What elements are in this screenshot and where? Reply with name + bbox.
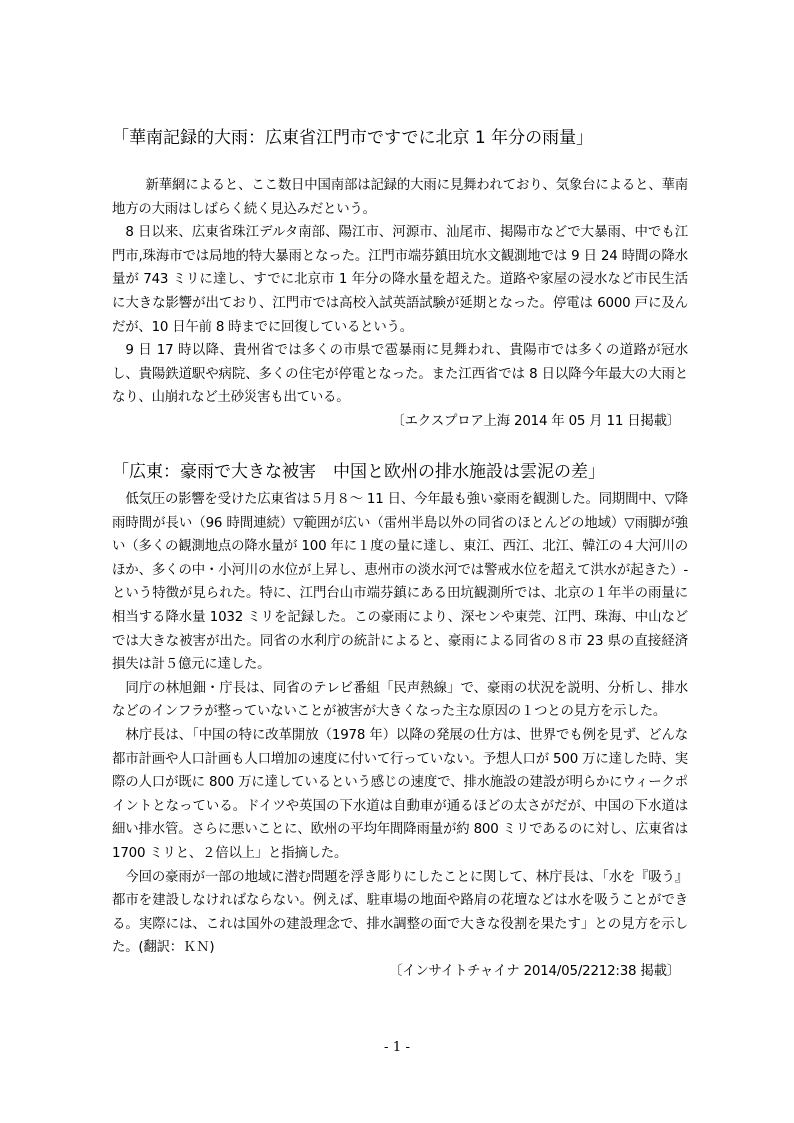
article-title: 「華南記録的大雨：広東省江門市ですでに北京 1 年分の雨量」 (112, 128, 594, 148)
article-source: 〔インサイトチャイナ 2014/05/2212:38 掲載〕 (388, 963, 680, 979)
article-title: 「広東：豪雨で大きな被害 中国と欧州の排水施設は雲泥の差」 (112, 462, 605, 482)
article-paragraph: 8 日以来、広東省珠江デルタ南部、陽江市、河源市、汕尾市、掲陽市などで大暴雨、中でも江門市,珠海市では局地的特大暴雨となった。江門市端芬鎮田坑水文観測地では 9 日 24 時間の降水量が 743 ミリに達し、すでに北京市 1 年分の降水量を超えた。道路や家屋の浸水など市民生活に大きな影響が出ており、江門市では高校入試英語試験が延期となった。停電は 6000 戸に及んだが、10 日午前 8 時までに回復しているという。 (112, 225, 688, 335)
article-paragraph: 今回の豪雨が一部の地域に潜む問題を浮き彫りにしたことに関して、林庁長は、「水を『吸う』都市を建設しなければならない。例えば、駐車場の地面や路肩の花壇などは水を吸うことができる。実際には、これは国外の建設理念で、排水調整の面で大きな役割を果たす」との見方を示した。(翻訳：ＫＮ) (112, 869, 688, 956)
page-number: - 1 - (383, 1040, 411, 1055)
article-guangdong-drainage (112, 460, 688, 983)
article-paragraph: 同庁の林旭鈿・庁長は、同省のテレビ番組「民声熱線」で、豪雨の状況を説明、分析し、排水などのインフラが整っていないことが被害が大きくなった主な原因の１つとの見方を示した。 (112, 680, 688, 720)
article-paragraph: 新華網によると、ここ数日中国南部は記録的大雨に見舞われており、気象台によると、華南地方の大雨はしばらく続く見込みだという。 (112, 178, 688, 217)
article-paragraph: 低気圧の影響を受けた広東省は５月８～ 11 日、今年最も強い豪雨を観測した。同期間中、▽降雨時間が長い（96 時間連続）▽範囲が広い（雷州半島以外の同省のほとんどの地域）▽雨脚が強い（多くの観測地点の降水量が 100 年に１度の量に達し、東江、西江、北江、韓江の４大河川のほか、多くの中・小河川の水位が上昇し、恵州市の淡水河では警戒水位を超えて洪水が起きた）-という特徴が見られた。特に、江門台山市端芬鎮にある田坑観測所では、北京の１年半の雨量に相当する降水量 1032 ミリを記録した。この豪雨により、深センや東莞、江門、珠海、中山などでは大きな被害が出た。同省の水利庁の統計によると、豪雨による同省の８市 23 県の直接経済損失は計５億元に達した。 (112, 492, 688, 673)
article-south-china-rain (112, 126, 688, 434)
article-source: 〔エクスプロア上海 2014 年 05 月 11 日掲載〕 (391, 413, 680, 429)
article-paragraph: 9 日 17 時以降、貴州省では多くの市県で雹暴雨に見舞われ、貴陽市では多くの道路が冠水し、貴陽鉄道駅や病院、多くの住宅が停電となった。また江西省では 8 日以降今年最大の大雨となり、山崩れなど土砂災害も出ている。 (112, 343, 688, 406)
article-paragraph: 林庁長は、「中国の特に改革開放（1978 年）以降の発展の仕方は、世界でも例を見ず、どんな都市計画や人口計画も人口増加の速度に付いて行っていない。予想人口が 500 万に達した時、実際の人口が既に 800 万に達しているという感じの速度で、排水施設の建設が明らかにウィークポイントとなっている。ドイツや英国の下水道は自動車が通るほどの太さがだが、中国の下水道は細い排水管。さらに悪いことに、欧州の平均年間降雨量が約 800 ミリであるのに対し、広東省は 1700 ミリと、２倍以上」と指摘した。 (112, 727, 688, 861)
